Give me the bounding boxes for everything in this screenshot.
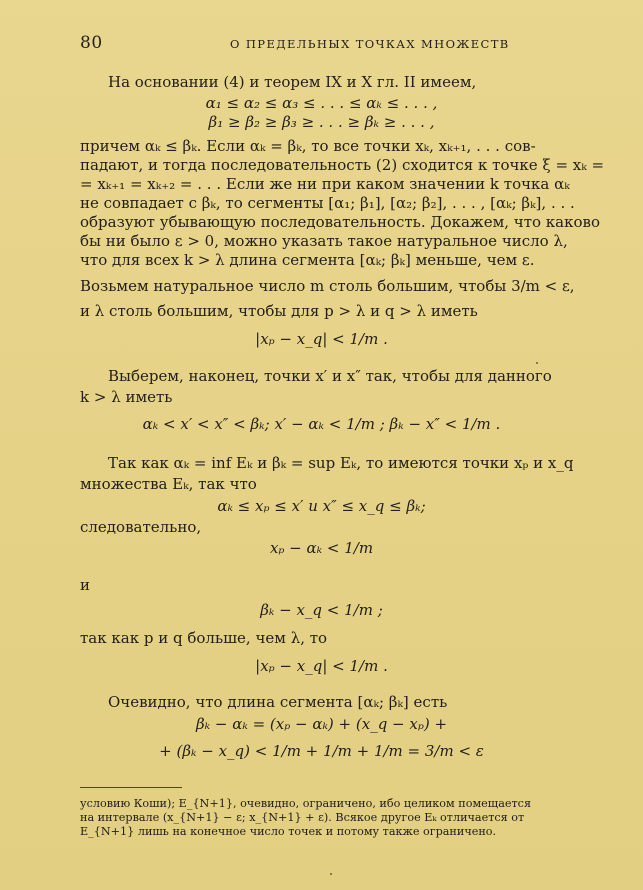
paper-speck (330, 873, 332, 875)
text-line: и λ столь большим, чтобы для p > λ и q > λ иметь (80, 302, 478, 320)
text-line: = xₖ₊₁ = xₖ₊₂ = . . . Если же ни при каком значении k точка αₖ (80, 175, 570, 193)
text-line: так как p и q больше, чем λ, то (80, 629, 328, 647)
text-line: причем αₖ ≤ βₖ. Если αₖ = βₖ, то все точки xₖ, xₖ₊₁, . . . сов- (80, 137, 536, 155)
text-line: падают, и тогда последовательность (2) сходится к точке ξ = xₖ = (80, 156, 605, 174)
page-header (80, 33, 523, 55)
paper-speck (536, 362, 538, 364)
formula-line: βₖ − αₖ = (xₚ − αₖ) + (x_q − xₚ) + (195, 715, 448, 733)
formula-line: + (βₖ − x_q) < 1/m + 1/m + 1/m = 3/m < ε (159, 742, 484, 760)
page-number: 80 (80, 33, 103, 53)
text-line: k > λ иметь (80, 388, 173, 406)
text-line: Очевидно, что длина сегмента [αₖ; βₖ] есть (108, 693, 448, 711)
formula-line: α₁ ≤ α₂ ≤ α₃ ≤ . . . ≤ αₖ ≤ . . . , (205, 94, 438, 112)
text-line: Так как αₖ = inf Eₖ и βₖ = sup Eₖ, то имеются точки xₚ и x_q (108, 454, 574, 472)
formula-line: αₖ ≤ xₚ ≤ x′ и x″ ≤ x_q ≤ βₖ; (217, 497, 426, 515)
text-line: множества Eₖ, так что (80, 475, 257, 493)
text-line: На основании (4) и теорем IX и X гл. II имеем, (108, 73, 477, 91)
formula-line: βₖ − x_q < 1/m ; (260, 601, 383, 619)
text-line: Выберем, наконец, точки x′ и x″ так, чтобы для данного (108, 367, 552, 385)
footnote-line: на интервале (x_{N+1} − ε; x_{N+1} + ε). Всякое другое Eₖ отличается от (80, 811, 525, 824)
text-line: Возьмем натуральное число m столь большим, чтобы 3/m < ε, (80, 277, 575, 295)
formula-line: β₁ ≥ β₂ ≥ β₃ ≥ . . . ≥ βₖ ≥ . . . , (208, 113, 435, 131)
footnote-line: E_{N+1} лишь на конечное число точек и потому также ограничено. (80, 825, 497, 838)
formula-line: |xₚ − x_q| < 1/m . (255, 657, 388, 675)
running-head: О ПРЕДЕЛЬНЫХ ТОЧКАХ МНОЖЕСТВ (230, 37, 510, 51)
footnote-line: условию Коши); E_{N+1}, очевидно, ограничено, ибо целиком помещается (80, 797, 532, 810)
formula-line: αₖ < x′ < x″ < βₖ; x′ − αₖ < 1/m ; βₖ − x″ < 1/m . (142, 415, 501, 433)
text-line: и (80, 576, 90, 594)
text-line: не совпадает с βₖ, то сегменты [α₁; β₁], [α₂; β₂], . . . , [αₖ; βₖ], . . . (80, 194, 575, 212)
text-line: бы ни было ε > 0, можно указать такое натуральное число λ, (80, 232, 568, 250)
text-line: что для всех k > λ длина сегмента [αₖ; βₖ] меньше, чем ε. (80, 251, 535, 269)
formula-line: |xₚ − x_q| < 1/m . (255, 330, 388, 348)
formula-line: xₚ − αₖ < 1/m (269, 539, 374, 557)
text-line: образуют убывающую последовательность. Докажем, что каково (80, 213, 601, 231)
footnote-rule (80, 787, 182, 788)
text-line: следовательно, (80, 518, 202, 536)
